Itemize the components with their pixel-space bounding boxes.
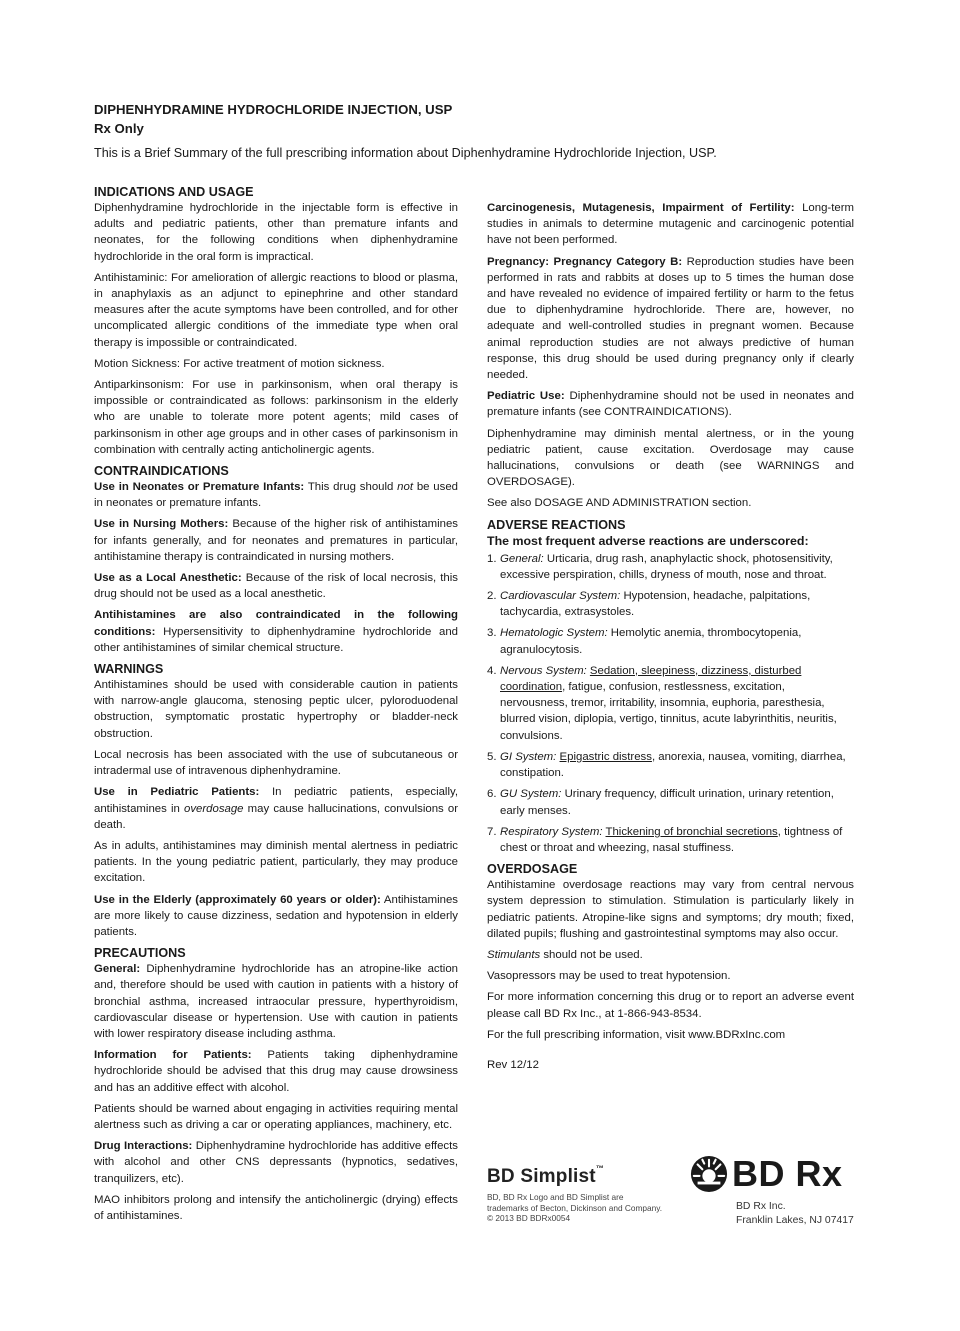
pregnancy-paragraph	[487, 254, 854, 384]
general-precaution-text: Diphenhydramine hydrochloride has an atropine-like action and, therefore should be used with caution in patients with a history of bronchial asthma, increased intraocular pressure, hyperthyroidism, cardiovascular disease or hypertension. Use with caution in patients with lower respiratory disease including asthma.	[94, 963, 458, 1040]
pregnancy-lead: Pregnancy: Pregnancy Category B:	[487, 255, 683, 268]
document-header	[94, 100, 874, 162]
trademark-line-2: trademarks of Becton, Dickinson and Company.	[487, 1202, 663, 1213]
bd-sun-logo-icon	[690, 1155, 728, 1193]
bd-rx-footer	[690, 1154, 860, 1228]
warnings-heading: WARNINGS	[94, 662, 164, 677]
list-item	[487, 551, 854, 583]
list-item	[487, 786, 854, 818]
bd-rx-wordmark: BD Rx	[732, 1153, 843, 1194]
contra-neonates-text-a: This drug should	[304, 481, 398, 494]
contra-anesthetic-text: Because of the risk of local necrosis, this drug should not be used as a local anesthetic.	[94, 572, 458, 601]
company-address	[736, 1200, 860, 1228]
carcinogenesis-lead: Carcinogenesis, Mutagenesis, Impairment of Fertility:	[487, 202, 795, 214]
elderly-warning-text: Antihistamines are more likely to cause dizziness, sedation and hypotension in elderly patients.	[94, 893, 459, 938]
contra-conditions-paragraph	[94, 607, 458, 656]
list-item	[487, 663, 854, 744]
drug-interactions-text: Diphenhydramine hydrochloride has additive effects with alcohol and other CNS depressants (hypnotics, sedatives, tranquilizers, etc).	[94, 1140, 458, 1185]
precautions-heading: PRECAUTIONS	[94, 946, 186, 961]
reaction-text: Urticaria, drug rash, anaphylactic shock, photosensitivity, excessive perspiration, chills, dryness of mouth, nose and throat.	[500, 552, 833, 581]
trademark-symbol: ™	[595, 1164, 605, 1173]
contra-nursing-paragraph	[94, 516, 458, 565]
indications-heading: INDICATIONS AND USAGE	[94, 185, 254, 199]
adult-alertness-paragraph: As in adults, antihistamines may diminish mental alertness in pediatric patients. In the young pediatric patient, particularly, they may produce excitation.	[94, 839, 458, 885]
list-number: 3.	[487, 627, 497, 640]
reaction-text: Hemolytic anemia, thrombocytopenia, agranulocytosis.	[500, 627, 802, 656]
copyright-line: © 2013 BD BDRx0054	[487, 1213, 571, 1224]
bd-simplist-footer	[487, 1166, 687, 1224]
pediatric-warning-text-b: may cause hallucinations, convulsions or death.	[94, 802, 458, 831]
pregnancy-text: Reproduction studies have been performed in rats and rabbits at doses up to 5 times the human dose and have revealed no evidence of impaired fertility or harm to the fetus due to diphenhydramine hydrochloride. There are, however, no adequate and well-controlled studies in pregnant women. Because animal reproduction studies are not always predictive of human response, this drug should be used during pregnancy only if clearly needed.	[487, 255, 855, 382]
bd-rx-logo	[690, 1154, 860, 1194]
list-number: 6.	[487, 788, 497, 801]
trademark-line-1: BD, BD Rx Logo and BD Simplist are	[487, 1192, 624, 1202]
contra-nursing-lead: Use in Nursing Mothers:	[94, 518, 229, 531]
pediatric-use-text: Diphenhydramine should not be used in neonates and premature infants (see CONTRAINDICATIONS).	[487, 390, 854, 419]
system-label: General:	[500, 552, 544, 565]
contra-anesthetic-paragraph	[94, 570, 458, 602]
see-also-dosage: See also DOSAGE AND ADMINISTRATION section.	[487, 497, 752, 510]
motion-sickness-paragraph: Motion Sickness: For active treatment of motion sickness.	[94, 357, 385, 370]
frequent-reaction-text: Thickening of bronchial secretions	[605, 825, 778, 838]
bd-simplist-name: BD Simplist	[487, 1166, 596, 1187]
antiparkinsonism-paragraph: Antiparkinsonism: For use in parkinsonism, when oral therapy is impossible or contraindicated as follows: parkinsonism in the elderly who are unable to tolerate more potent agents; mild cases of parkinsonism in other age groups and in other cases of parkinsonism in combination with centrally acting anticholinergic agents.	[94, 379, 458, 456]
revision-date: Rev 12/12	[487, 1058, 539, 1071]
brief-summary-statement: This is a Brief Summary of the full prescribing information about Diphenhydramine Hydrochloride Injection, USP.	[94, 146, 717, 160]
warnings-paragraph: Antihistamines should be used with considerable caution in patients with narrow-angle glaucoma, stenosing peptic ulcer, pyloroduodenal obstruction, symptomatic prostatic hypertrophy or bladder-neck obstruction.	[94, 679, 458, 740]
list-item	[487, 749, 854, 781]
reaction-text: , fatigue, confusion, restlessness, excitation, nervousness, tremor, irritability, insomnia, euphoria, paresthesia, blurred vision, diplopia, vertigo, tinnitus, acute labyrinthitis, neuritis, convulsions.	[500, 681, 837, 742]
patient-info-lead: Information for Patients:	[94, 1049, 252, 1062]
system-label: Hematologic System:	[500, 627, 608, 640]
general-precaution-lead: General:	[94, 963, 141, 976]
pediatric-use-paragraph	[487, 388, 854, 420]
general-precaution-paragraph	[94, 961, 458, 1042]
reaction-text: , tightness of chest or throat and wheezing, nasal stuffiness.	[500, 825, 843, 854]
list-number: 1.	[487, 552, 497, 565]
left-column	[94, 184, 458, 1229]
antihistaminic-paragraph: Antihistaminic: For amelioration of allergic reactions to blood or plasma, in anaphylaxis as an adjunct to epinephrine and other standard measures after the acute symptoms have been controlled, and for other uncomplicated allergic conditions of the immediate type when oral therapy is impossible or contraindicated.	[94, 271, 458, 349]
mental-alertness-paragraph: Patients should be warned about engaging in activities requiring mental alertness such as driving a car or operating appliances, machinery, etc.	[94, 1102, 458, 1131]
adverse-reactions-list	[487, 551, 854, 856]
list-item	[487, 588, 854, 620]
bd-simplist-wordmark	[487, 1166, 687, 1188]
document-title: DIPHENHYDRAMINE HYDROCHLORIDE INJECTION, USP	[94, 102, 453, 117]
company-city: Franklin Lakes, NJ 07417	[736, 1215, 854, 1226]
patient-info-paragraph	[94, 1047, 458, 1096]
contra-conditions-lead: Antihistamines are also contraindicated in the following conditions:	[94, 609, 458, 638]
stimulants-paragraph	[487, 947, 854, 963]
stimulants-text: should not be used.	[540, 948, 643, 961]
contra-neonates-paragraph	[94, 479, 458, 511]
full-info-link-paragraph: For the full prescribing information, visit www.BDRxInc.com	[487, 1028, 786, 1041]
mao-inhibitors-paragraph: MAO inhibitors prolong and intensify the anticholinergic (drying) effects of antihistamines.	[94, 1193, 458, 1222]
pediatric-warning-overdosage: overdosage	[183, 802, 244, 815]
system-label: GU System:	[500, 788, 562, 801]
adverse-reactions-subheading: The most frequent adverse reactions are underscored:	[487, 533, 809, 548]
drug-interactions-paragraph	[94, 1138, 458, 1187]
contra-anesthetic-lead: Use as a Local Anesthetic:	[94, 572, 242, 585]
rx-only-label: Rx Only	[94, 121, 144, 136]
system-label: Respiratory System:	[500, 825, 603, 838]
reaction-text: Urinary frequency, difficult urination, urinary retention, early menses.	[500, 788, 834, 817]
list-number: 7.	[487, 825, 497, 838]
pediatric-alertness-paragraph: Diphenhydramine may diminish mental alertness, or in the young pediatric patient, cause excitation. Overdosage may cause hallucinations, convulsions or death (see WARNINGS and OVERDOSAGE).	[487, 427, 854, 489]
patient-info-text: Patients taking diphenhydramine hydrochloride should be advised that this drug may cause drowsiness and has an additive effect with alcohol.	[94, 1049, 459, 1094]
indications-paragraph: Diphenhydramine hydrochloride in the injectable form is effective in adults and pediatric patients, other than premature infants and neonates, for the following conditions when diphenhydramine hydrochloride in the oral form is impractical.	[94, 202, 458, 263]
frequent-reaction-text: Epigastric distress	[559, 750, 652, 763]
contra-neonates-not: not	[397, 481, 414, 494]
right-column	[487, 200, 854, 1078]
system-label: Nervous System:	[500, 664, 587, 677]
company-name: BD Rx Inc.	[736, 1201, 786, 1212]
contra-nursing-text: Because of the higher risk of antihistamines for infants generally, and for neonates and prematures in particular, antihistamine therapy is contraindicated in nursing mothers.	[94, 518, 458, 563]
overdosage-heading: OVERDOSAGE	[487, 862, 578, 877]
elderly-warning-lead: Use in the Elderly (approximately 60 years or older):	[94, 893, 381, 906]
list-number: 2.	[487, 590, 497, 603]
list-number: 4.	[487, 664, 497, 677]
report-event-paragraph: For more information concerning this drug or to report an adverse event please call BD Rx Inc., at 1-866-943-8534.	[487, 991, 854, 1020]
vasopressors-paragraph: Vasopressors may be used to treat hypotension.	[487, 970, 731, 983]
carcinogenesis-text: Long-term studies in animals to determine mutagenic and carcinogenic potential have not been performed.	[487, 202, 854, 247]
list-item	[487, 824, 854, 856]
drug-interactions-lead: Drug Interactions:	[94, 1140, 193, 1153]
list-number: 5.	[487, 750, 497, 763]
pediatric-warning-paragraph	[94, 784, 458, 833]
contraindications-heading: CONTRAINDICATIONS	[94, 464, 229, 479]
elderly-warning-paragraph	[94, 892, 458, 941]
contra-neonates-lead: Use in Neonates or Premature Infants:	[94, 481, 305, 494]
pediatric-use-lead: Pediatric Use:	[487, 390, 565, 403]
system-label: Cardiovascular System:	[500, 590, 621, 603]
pediatric-warning-lead: Use in Pediatric Patients:	[94, 786, 260, 799]
adverse-reactions-heading: ADVERSE REACTIONS	[487, 517, 626, 532]
contra-conditions-text: Hypersensitivity to diphenhydramine hydrochloride and other antihistamines of similar chemical structure.	[94, 625, 458, 654]
trademark-notice	[487, 1192, 687, 1224]
contra-neonates-text-b: be used in neonates or premature infants.	[94, 481, 459, 510]
system-label: GI System:	[500, 750, 557, 763]
reaction-text: Hypotension, headache, palpitations, tachycardia, extrasystoles.	[500, 590, 811, 619]
carcinogenesis-paragraph	[487, 200, 854, 249]
stimulants-word: Stimulants	[487, 948, 541, 961]
pediatric-warning-text-a: In pediatric patients, especially, antihistamines in	[94, 786, 459, 815]
list-item	[487, 625, 854, 657]
reaction-text: , anorexia, nausea, vomiting, diarrhea, constipation.	[500, 750, 846, 780]
local-necrosis-paragraph: Local necrosis has been associated with the use of subcutaneous or intradermal use of intravenous diphenhydramine.	[94, 748, 458, 778]
frequent-reaction-text: Sedation, sleepiness, dizziness, disturbed coordination	[500, 664, 802, 694]
overdosage-paragraph: Antihistamine overdosage reactions may vary from central nervous system depression to stimulation. Stimulation is particularly likely in pediatric patients. Atropine-like signs and symptoms; dry mouth; fixed, dilated pupils; flushing and gastrointestinal symptoms may also occur.	[487, 879, 854, 940]
